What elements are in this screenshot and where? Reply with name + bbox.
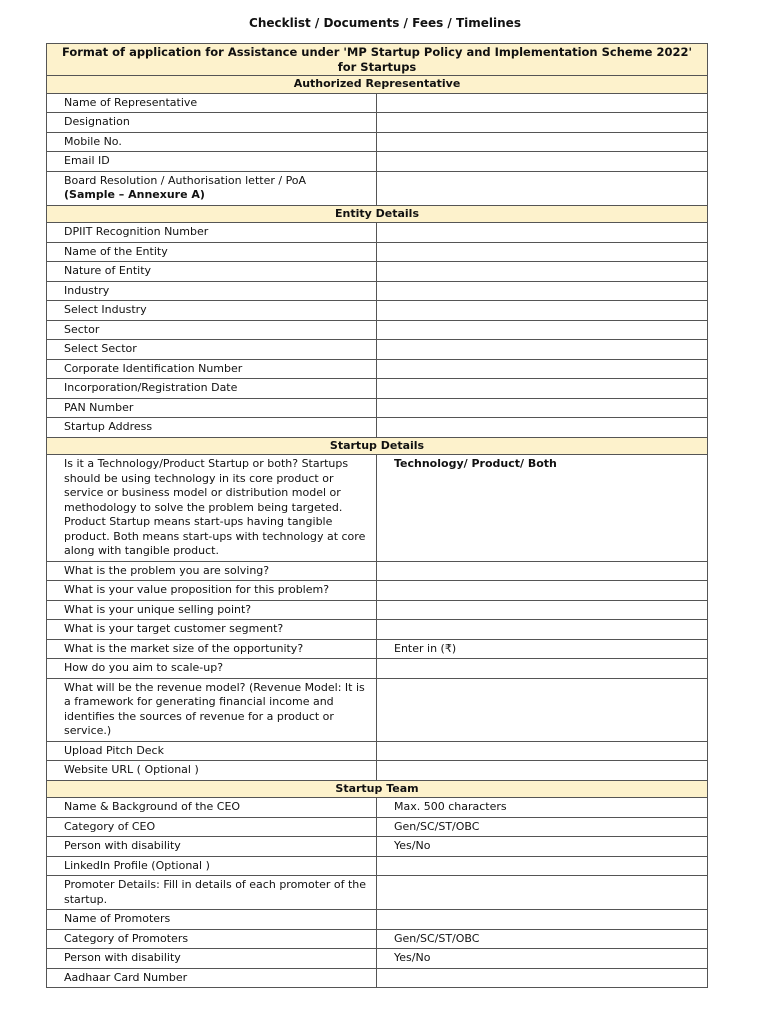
field-label: Name of the Entity xyxy=(64,244,168,258)
field-label: Nature of Entity xyxy=(64,264,152,277)
field-value-cell[interactable] xyxy=(377,320,708,340)
section-title: Entity Details xyxy=(47,205,708,223)
form-row xyxy=(47,340,708,360)
field-label-cell xyxy=(47,171,377,205)
field-label: Is it a Technology/Product Startup or both? Startups should be using technology in its core product or service or business model or distribution model or methodology to solve the problem being targeted. Product Startup means start-ups having tangible product. Both means start-ups with technology at core along with tangible product. xyxy=(64,457,366,557)
field-value-cell[interactable]: Max. 500 characters xyxy=(377,798,708,818)
field-value-cell[interactable] xyxy=(377,581,708,601)
field-value-cell[interactable]: Yes/No xyxy=(377,949,708,969)
field-label: Select Sector xyxy=(64,342,137,355)
field-label-cell xyxy=(47,262,377,282)
field-value-cell[interactable] xyxy=(377,242,708,262)
form-row xyxy=(47,455,708,562)
field-label-cell xyxy=(47,949,377,969)
field-label-cell xyxy=(47,817,377,837)
field-label: Person with disability xyxy=(64,951,181,964)
form-row xyxy=(47,301,708,321)
field-label-cell xyxy=(47,968,377,988)
field-value-cell[interactable] xyxy=(377,379,708,399)
field-label: Promoter Details: Fill in details of each promoter of the startup. xyxy=(64,878,367,906)
field-label: Incorporation/Registration Date xyxy=(64,381,238,394)
field-label-cell xyxy=(47,340,377,360)
section-title: Authorized Representative xyxy=(47,76,708,94)
form-row xyxy=(47,968,708,988)
field-label: What will be the revenue model? (Revenue Model: It is a framework for generating financial income and identifies the sources of revenue for a product or service.) xyxy=(64,680,365,737)
form-row xyxy=(47,741,708,761)
field-label: Email ID xyxy=(64,154,110,167)
field-label: Select Industry xyxy=(64,303,147,316)
application-form-table xyxy=(46,43,708,988)
field-value-cell[interactable] xyxy=(377,171,708,205)
field-label: Name of Representative xyxy=(64,95,198,109)
field-value-cell[interactable] xyxy=(377,262,708,282)
section-team xyxy=(47,780,708,988)
form-row xyxy=(47,320,708,340)
form-row xyxy=(47,639,708,659)
field-label-cell xyxy=(47,929,377,949)
field-label-cell xyxy=(47,798,377,818)
section-header-row xyxy=(47,437,708,455)
field-value-cell[interactable]: Technology/ Product/ Both xyxy=(377,455,708,562)
form-row xyxy=(47,798,708,818)
field-label-cell xyxy=(47,620,377,640)
field-label: Designation xyxy=(64,115,130,128)
field-label-cell xyxy=(47,856,377,876)
field-label-cell xyxy=(47,152,377,172)
field-label: What is your value proposition for this problem? xyxy=(64,583,330,596)
field-value-cell[interactable] xyxy=(377,132,708,152)
field-label-cell xyxy=(47,320,377,340)
field-label: Board Resolution / Authorisation letter / PoA xyxy=(64,173,307,187)
form-row xyxy=(47,600,708,620)
field-label-cell xyxy=(47,398,377,418)
field-value-cell[interactable] xyxy=(377,113,708,133)
section-title: Startup Details xyxy=(47,437,708,455)
field-label-cell xyxy=(47,600,377,620)
field-label: LinkedIn Profile (Optional ) xyxy=(64,858,210,872)
field-label: What is your target customer segment? xyxy=(64,622,284,635)
field-label-cell xyxy=(47,876,377,910)
form-row xyxy=(47,837,708,857)
form-row xyxy=(47,281,708,301)
field-value-cell[interactable] xyxy=(377,223,708,243)
form-row xyxy=(47,581,708,601)
field-value-cell[interactable] xyxy=(377,398,708,418)
field-label: Mobile No. xyxy=(64,134,122,148)
section-header-row xyxy=(47,780,708,798)
field-label-cell xyxy=(47,93,377,113)
field-value-cell[interactable] xyxy=(377,968,708,988)
field-value-cell[interactable] xyxy=(377,281,708,301)
field-label: Website URL ( Optional ) xyxy=(64,763,199,776)
field-label-cell xyxy=(47,561,377,581)
section-header-row xyxy=(47,76,708,94)
form-row xyxy=(47,929,708,949)
field-label-cell xyxy=(47,910,377,930)
field-value-cell[interactable] xyxy=(377,761,708,781)
form-row xyxy=(47,561,708,581)
field-value-cell[interactable] xyxy=(377,561,708,581)
field-label: What is the market size of the opportunity? xyxy=(64,641,304,655)
field-label-cell xyxy=(47,455,377,562)
field-label-cell xyxy=(47,678,377,741)
form-row xyxy=(47,678,708,741)
section-title: Startup Team xyxy=(47,780,708,798)
section-header-row xyxy=(47,205,708,223)
field-sublabel: (Sample – Annexure A) xyxy=(64,188,205,201)
field-label: Industry xyxy=(64,283,110,297)
field-label-cell xyxy=(47,379,377,399)
field-label-cell xyxy=(47,741,377,761)
field-value-cell[interactable]: Gen/SC/ST/OBC xyxy=(377,929,708,949)
form-row xyxy=(47,262,708,282)
field-label-cell xyxy=(47,418,377,438)
field-value-cell[interactable] xyxy=(377,659,708,679)
field-value-cell[interactable]: Enter in (₹) xyxy=(377,639,708,659)
field-label: How do you aim to scale-up? xyxy=(64,661,224,674)
field-value-cell[interactable] xyxy=(377,93,708,113)
field-label: Category of Promoters xyxy=(64,931,189,945)
form-row xyxy=(47,379,708,399)
field-value-cell[interactable] xyxy=(377,620,708,640)
field-label: PAN Number xyxy=(64,400,134,414)
section-authorized xyxy=(47,76,708,206)
field-label: Startup Address xyxy=(64,420,153,433)
page-title: Checklist / Documents / Fees / Timelines xyxy=(249,16,521,30)
field-value-cell[interactable] xyxy=(377,340,708,360)
field-value-cell[interactable] xyxy=(377,856,708,876)
field-label-cell xyxy=(47,301,377,321)
form-row xyxy=(47,152,708,172)
form-row xyxy=(47,761,708,781)
section-entity xyxy=(47,205,708,437)
form-row xyxy=(47,856,708,876)
form-row xyxy=(47,132,708,152)
form-row xyxy=(47,242,708,262)
form-row xyxy=(47,223,708,243)
field-value-cell[interactable] xyxy=(377,301,708,321)
field-label: DPIIT Recognition Number xyxy=(64,225,209,238)
section-startup xyxy=(47,437,708,780)
field-value-cell[interactable] xyxy=(377,152,708,172)
form-row xyxy=(47,659,708,679)
field-label-cell xyxy=(47,113,377,133)
form-row xyxy=(47,910,708,930)
field-value-cell[interactable] xyxy=(377,876,708,910)
field-label-cell xyxy=(47,223,377,243)
form-row xyxy=(47,418,708,438)
form-heading-row xyxy=(47,44,708,76)
field-value-cell[interactable] xyxy=(377,741,708,761)
form-row xyxy=(47,876,708,910)
field-label-cell xyxy=(47,659,377,679)
field-value-cell[interactable] xyxy=(377,600,708,620)
form-row xyxy=(47,398,708,418)
form-heading: Format of application for Assistance under 'MP Startup Policy and Implementation Scheme 2022' for Startups xyxy=(47,44,708,76)
field-value-cell[interactable] xyxy=(377,678,708,741)
form-row xyxy=(47,113,708,133)
field-label: Aadhaar Card Number xyxy=(64,970,188,984)
field-label-cell xyxy=(47,242,377,262)
field-label: What is the problem you are solving? xyxy=(64,563,270,577)
form-row xyxy=(47,817,708,837)
form-row xyxy=(47,949,708,969)
form-row xyxy=(47,620,708,640)
field-value-cell[interactable] xyxy=(377,910,708,930)
form-row xyxy=(47,359,708,379)
field-value-cell[interactable]: Yes/No xyxy=(377,837,708,857)
field-label: Category of CEO xyxy=(64,819,156,833)
form-row xyxy=(47,171,708,205)
field-value-cell[interactable] xyxy=(377,359,708,379)
field-label-cell xyxy=(47,281,377,301)
field-label: Corporate Identification Number xyxy=(64,361,243,375)
field-label-cell xyxy=(47,359,377,379)
field-label: Name of Promoters xyxy=(64,912,171,925)
form-row xyxy=(47,93,708,113)
field-label-cell xyxy=(47,639,377,659)
field-value-cell[interactable] xyxy=(377,418,708,438)
field-label-cell xyxy=(47,581,377,601)
field-label-cell xyxy=(47,761,377,781)
field-label-cell xyxy=(47,132,377,152)
field-label: What is your unique selling point? xyxy=(64,602,252,616)
field-label: Person with disability xyxy=(64,839,181,852)
field-label: Upload Pitch Deck xyxy=(64,743,164,757)
field-label: Sector xyxy=(64,322,100,336)
field-value-cell[interactable]: Gen/SC/ST/OBC xyxy=(377,817,708,837)
field-label-cell xyxy=(47,837,377,857)
field-label: Name & Background of the CEO xyxy=(64,800,241,813)
